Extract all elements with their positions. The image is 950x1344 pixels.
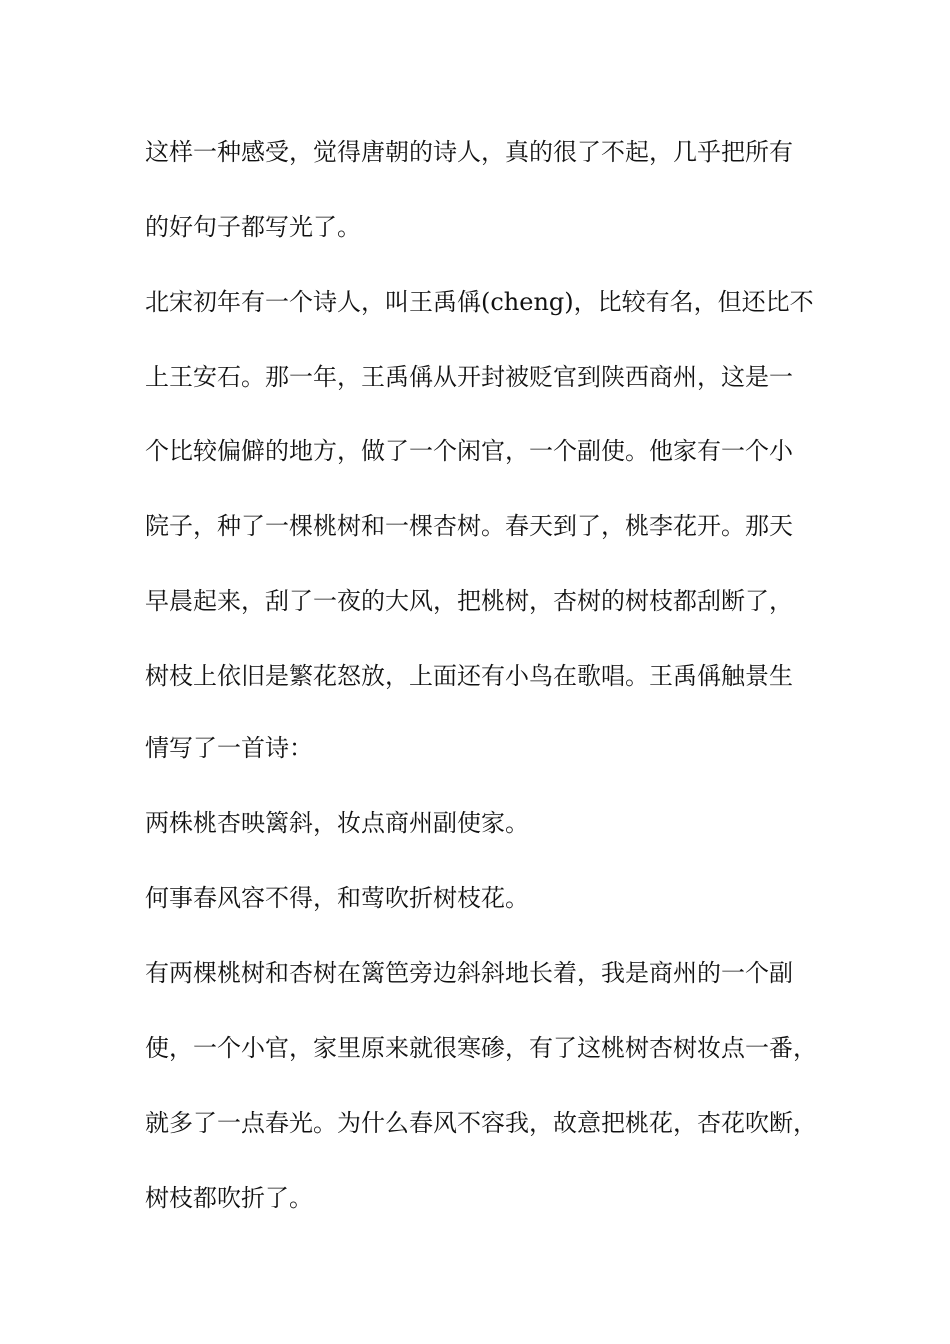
text-line: 院子，种了一棵桃树和一棵杏树。春天到了，桃李花开。那天 — [145, 512, 793, 540]
text-line: 个比较偏僻的地方，做了一个闲官，一个副使。他家有一个小 — [145, 437, 793, 465]
text-line: 上王安石。那一年，王禹偁从开封被贬官到陕西商州，这是一 — [145, 363, 793, 391]
poem-line: 何事春风容不得，和莺吹折树枝花。 — [145, 884, 529, 912]
text-line: 就多了一点春光。为什么春风不容我，故意把桃花，杏花吹断， — [145, 1109, 817, 1137]
text-line: 使，一个小官，家里原来就很寒碜，有了这桃树杏树妆点一番， — [145, 1034, 817, 1062]
text-line: 有两棵桃树和杏树在篱笆旁边斜斜地长着，我是商州的一个副 — [145, 959, 793, 987]
text-line: 树枝上依旧是繁花怒放，上面还有小鸟在歌唱。王禹偁触景生 — [145, 662, 793, 690]
text-line: 树枝都吹折了。 — [145, 1184, 313, 1212]
text-line: 北宋初年有一个诗人，叫王禹偁(cheng)，比较有名，但还比不 — [145, 288, 814, 316]
text-line: 的好句子都写光了。 — [145, 213, 361, 241]
text-line: 这样一种感受，觉得唐朝的诗人，真的很了不起，几乎把所有 — [145, 138, 793, 166]
text-line: 早晨起来，刮了一夜的大风，把桃树，杏树的树枝都刮断了， — [145, 587, 793, 615]
text-line: 情写了一首诗： — [145, 734, 313, 762]
poem-line: 两株桃杏映篱斜，妆点商州副使家。 — [145, 809, 529, 837]
